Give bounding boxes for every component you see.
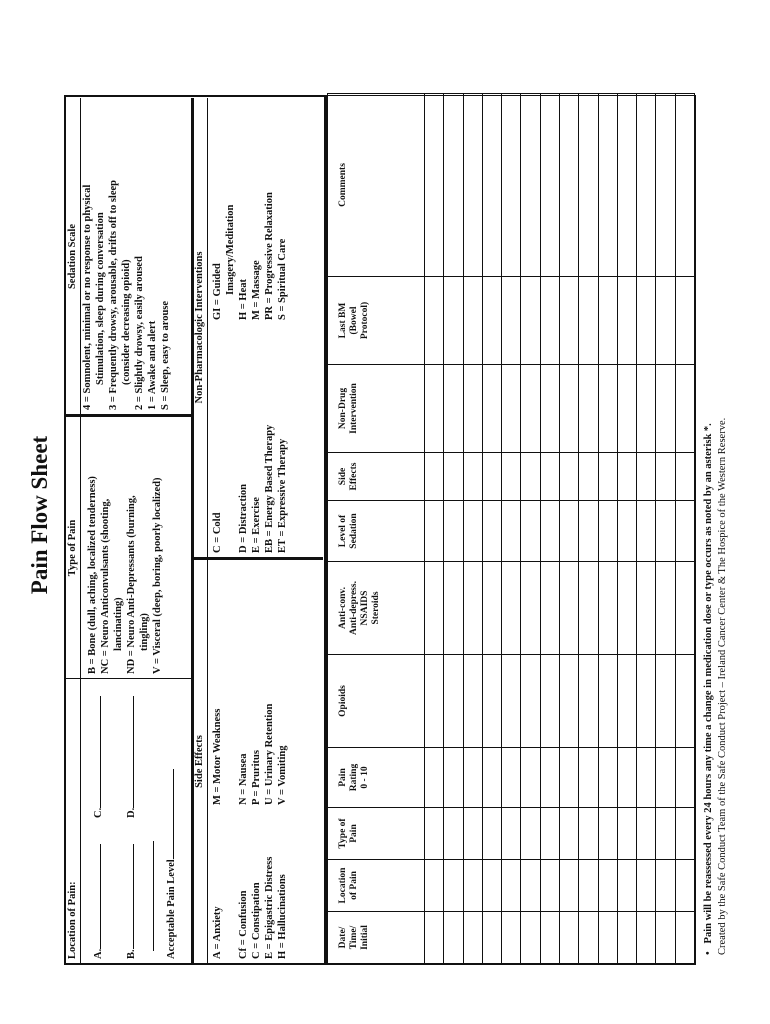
type-line: lancinating) [113, 597, 124, 651]
table-row [617, 94, 636, 964]
column-header-line: NSAIDS [360, 590, 370, 626]
non-pharm-item: D = Distraction [238, 484, 249, 553]
entry-cell[interactable] [444, 562, 463, 655]
entry-cell[interactable] [521, 365, 540, 453]
entry-cell[interactable] [559, 808, 578, 860]
entry-cell[interactable] [521, 501, 540, 562]
legend-vline [66, 678, 191, 679]
entry-cell[interactable] [637, 808, 656, 860]
entry-cell[interactable] [579, 860, 598, 912]
entry-cell[interactable] [502, 748, 521, 808]
sedation-line: 1 = Awake and alert [147, 320, 158, 410]
location-c[interactable] [93, 696, 104, 818]
entry-cell[interactable] [598, 655, 617, 748]
table-row [425, 94, 444, 964]
entry-cell[interactable] [502, 562, 521, 655]
location-a[interactable] [93, 844, 104, 959]
entry-cell[interactable] [559, 748, 578, 808]
legend-vline [191, 558, 323, 561]
entry-cell[interactable] [444, 808, 463, 860]
entry-cell[interactable] [521, 655, 540, 748]
entry-cell[interactable] [598, 748, 617, 808]
sedation-line: S = Sleep, easy to arouse [160, 300, 171, 410]
column-header-line: Opioids [338, 685, 348, 717]
column-header-line: 0 - 10 [360, 766, 370, 789]
entry-cell[interactable] [482, 655, 501, 748]
entry-cell[interactable] [675, 808, 694, 860]
side-effect-item: P = Pruritus [251, 750, 262, 805]
entry-cell[interactable] [482, 912, 501, 964]
non-pharm-header: Non-Pharmacologic Interventions [194, 251, 205, 404]
side-effect-item: N = Nausea [238, 753, 249, 805]
side-effect-item: A = Anxiety [212, 906, 223, 959]
pain-flow-sheet [25, 35, 735, 995]
column-header-line: Location [338, 867, 348, 904]
entry-cell[interactable] [425, 912, 444, 964]
column-header-line: Steroids [371, 591, 381, 625]
non-pharm-item: Imagery/Meditation [225, 204, 236, 295]
entry-cell[interactable] [463, 365, 482, 453]
entry-cell[interactable] [675, 860, 694, 912]
non-pharm-item: M = Massage [251, 260, 262, 320]
legend-box [64, 95, 326, 965]
entry-cell[interactable] [637, 365, 656, 453]
entry-cell[interactable] [540, 94, 559, 277]
non-pharm-item: EB = Energy Based Therapy [264, 424, 275, 553]
entry-cell[interactable] [675, 912, 694, 964]
entry-cell[interactable] [656, 860, 675, 912]
entry-cell[interactable] [444, 860, 463, 912]
entry-cell[interactable] [444, 748, 463, 808]
entry-cell[interactable] [444, 94, 463, 277]
entry-cell[interactable] [617, 562, 636, 655]
non-pharm-item: S = Spiritual Care [277, 238, 288, 320]
entry-cell[interactable] [444, 912, 463, 964]
location-c-label: C. [93, 807, 104, 818]
entry-cell[interactable] [675, 94, 694, 277]
column-header-line: Type of [338, 818, 348, 849]
entry-cell[interactable] [502, 501, 521, 562]
entry-cell[interactable] [521, 94, 540, 277]
entry-cell[interactable] [656, 655, 675, 748]
column-header [328, 501, 425, 562]
column-header-line: Time/ [349, 925, 359, 950]
entry-cell[interactable] [540, 655, 559, 748]
entry-cell[interactable] [425, 562, 444, 655]
entry-cell[interactable] [656, 808, 675, 860]
side-effect-item: H = Hallucinations [277, 874, 288, 959]
entry-cell[interactable] [559, 365, 578, 453]
entry-cell[interactable] [444, 277, 463, 365]
flow-table [327, 93, 695, 964]
table-row [559, 94, 578, 964]
column-header-line: Anti-depress. [349, 581, 359, 635]
table-row [675, 94, 694, 964]
side-effect-item: U = Urinary Retention [264, 703, 275, 805]
entry-cell[interactable] [540, 562, 559, 655]
column-header [328, 365, 425, 453]
flow-grid [326, 95, 696, 965]
entry-cell[interactable] [559, 453, 578, 501]
entry-cell[interactable] [637, 562, 656, 655]
entry-cell[interactable] [540, 501, 559, 562]
entry-cell[interactable] [482, 860, 501, 912]
column-header-line: Rating [349, 763, 359, 792]
table-header-row [328, 94, 425, 964]
entry-cell[interactable] [598, 562, 617, 655]
entry-cell[interactable] [598, 277, 617, 365]
table-row [482, 94, 501, 964]
entry-cell[interactable] [598, 912, 617, 964]
column-header [328, 912, 425, 964]
column-header-line: Pain [349, 824, 359, 843]
non-pharm-item: C = Cold [212, 512, 223, 553]
column-header-line: Pain [338, 768, 348, 787]
column-header [328, 860, 425, 912]
column-header-line: of Pain [349, 871, 359, 900]
location-d-label: D. [126, 807, 137, 818]
table-row [463, 94, 482, 964]
table-row [656, 94, 675, 964]
sedation-scale-header: Sedation Scale [67, 223, 78, 290]
sedation-line: 3 = Frequently drowsy, arousable, drifts off to sleep [108, 180, 119, 410]
entry-cell[interactable] [598, 365, 617, 453]
entry-cell[interactable] [521, 860, 540, 912]
entry-cell[interactable] [521, 562, 540, 655]
credit-line: Created by the Safe Conduct Team of the Safe Conduct Project – Ireland Cancer Center & The Hospice of the Western Reserve. [717, 417, 728, 955]
entry-cell[interactable] [559, 912, 578, 964]
acceptable-pain-level[interactable] [166, 769, 177, 959]
column-header-line: Side [338, 467, 348, 486]
entry-cell[interactable] [425, 808, 444, 860]
type-of-pain-header: Type of Pain [67, 519, 78, 577]
entry-cell[interactable] [559, 860, 578, 912]
entry-cell[interactable] [637, 501, 656, 562]
legend-vline [66, 415, 191, 418]
entry-cell[interactable] [521, 912, 540, 964]
entry-cell[interactable] [521, 808, 540, 860]
column-header-line: Protocol) [360, 301, 370, 340]
entry-cell[interactable] [637, 748, 656, 808]
entry-cell[interactable] [579, 655, 598, 748]
entry-cell[interactable] [482, 562, 501, 655]
entry-cell[interactable] [559, 277, 578, 365]
entry-cell[interactable] [463, 655, 482, 748]
entry-cell[interactable] [463, 912, 482, 964]
entry-cell[interactable] [598, 501, 617, 562]
sedation-line: (consider decreasing opioid) [121, 259, 132, 385]
entry-cell[interactable] [675, 562, 694, 655]
entry-cell[interactable] [482, 365, 501, 453]
entry-cell[interactable] [502, 860, 521, 912]
type-line: B = Bone (dull, aching, localized tenderness) [87, 476, 98, 674]
column-header-line: Comments [338, 163, 348, 207]
entry-cell[interactable] [675, 501, 694, 562]
sedation-line: Stimulation, sleep during conversation [95, 212, 106, 385]
type-line: tingling) [139, 613, 150, 651]
entry-cell[interactable] [579, 562, 598, 655]
entry-cell[interactable] [540, 912, 559, 964]
entry-cell[interactable] [425, 365, 444, 453]
column-header-line: Last BM [338, 302, 348, 339]
entry-cell[interactable] [617, 453, 636, 501]
entry-cell[interactable] [521, 453, 540, 501]
entry-cell[interactable] [463, 808, 482, 860]
entry-cell[interactable] [444, 655, 463, 748]
column-header-line: Non-Drug [338, 387, 348, 430]
entry-cell[interactable] [482, 277, 501, 365]
entry-cell[interactable] [463, 562, 482, 655]
entry-cell[interactable] [463, 94, 482, 277]
entry-cell[interactable] [617, 655, 636, 748]
table-row [579, 94, 598, 964]
entry-cell[interactable] [540, 808, 559, 860]
entry-cell[interactable] [425, 860, 444, 912]
entry-cell[interactable] [656, 501, 675, 562]
entry-cell[interactable] [617, 365, 636, 453]
non-pharm-item: H = Heat [238, 279, 249, 320]
side-effect-item: Cf = Confusion [238, 890, 249, 959]
location-extra-line[interactable] [146, 841, 157, 951]
entry-cell[interactable] [656, 365, 675, 453]
table-row [637, 94, 656, 964]
entry-cell[interactable] [444, 501, 463, 562]
entry-cell[interactable] [425, 501, 444, 562]
entry-cell[interactable] [637, 912, 656, 964]
location-b[interactable] [126, 844, 137, 959]
entry-cell[interactable] [463, 453, 482, 501]
entry-cell[interactable] [656, 94, 675, 277]
entry-cell[interactable] [425, 453, 444, 501]
header-rule [207, 98, 208, 963]
entry-cell[interactable] [502, 277, 521, 365]
entry-cell[interactable] [482, 748, 501, 808]
side-effects-header: Side Effects [194, 735, 205, 788]
location-b-label: B. [126, 949, 137, 959]
table-row [540, 94, 559, 964]
entry-cell[interactable] [502, 655, 521, 748]
column-header-line: Effects [349, 462, 359, 491]
entry-cell[interactable] [598, 860, 617, 912]
non-pharm-item: PR = Progressive Relaxation [264, 192, 275, 320]
entry-cell[interactable] [656, 912, 675, 964]
entry-cell[interactable] [463, 277, 482, 365]
entry-cell[interactable] [579, 365, 598, 453]
entry-cell[interactable] [482, 501, 501, 562]
entry-cell[interactable] [502, 808, 521, 860]
entry-cell[interactable] [656, 748, 675, 808]
entry-cell[interactable] [675, 365, 694, 453]
entry-cell[interactable] [502, 453, 521, 501]
entry-cell[interactable] [675, 655, 694, 748]
entry-cell[interactable] [502, 94, 521, 277]
column-header-line: Initial [360, 925, 370, 950]
column-header [328, 655, 425, 748]
side-effect-item: E = Epigastric Distress [264, 856, 275, 959]
entry-cell[interactable] [617, 277, 636, 365]
sedation-line: 4 = Somnolent, minimal or no response to physical [82, 184, 93, 410]
header-rule [80, 98, 81, 963]
table-row [502, 94, 521, 964]
entry-cell[interactable] [579, 501, 598, 562]
entry-cell[interactable] [637, 655, 656, 748]
entry-cell[interactable] [598, 94, 617, 277]
entry-cell[interactable] [675, 277, 694, 365]
entry-cell[interactable] [425, 277, 444, 365]
column-header [328, 808, 425, 860]
non-pharm-item: E = Exercise [251, 497, 262, 553]
entry-cell[interactable] [463, 748, 482, 808]
column-header [328, 562, 425, 655]
entry-cell[interactable] [502, 912, 521, 964]
entry-cell[interactable] [482, 453, 501, 501]
entry-cell[interactable] [463, 501, 482, 562]
entry-cell[interactable] [463, 860, 482, 912]
column-header-line: Anti-conv. [338, 587, 348, 629]
entry-cell[interactable] [559, 655, 578, 748]
location-header: Location of Pain: [67, 881, 78, 959]
entry-cell[interactable] [521, 748, 540, 808]
table-body [425, 94, 695, 964]
column-header [328, 453, 425, 501]
entry-cell[interactable] [540, 365, 559, 453]
entry-cell[interactable] [559, 562, 578, 655]
entry-cell[interactable] [425, 655, 444, 748]
entry-cell[interactable] [617, 912, 636, 964]
entry-cell[interactable] [579, 808, 598, 860]
entry-cell[interactable] [425, 94, 444, 277]
column-header [328, 748, 425, 808]
entry-cell[interactable] [656, 277, 675, 365]
entry-cell[interactable] [540, 277, 559, 365]
entry-cell[interactable] [675, 453, 694, 501]
reassess-note [703, 423, 714, 955]
column-header [328, 277, 425, 365]
entry-cell[interactable] [425, 748, 444, 808]
entry-cell[interactable] [521, 277, 540, 365]
entry-cell[interactable] [540, 860, 559, 912]
location-d[interactable] [126, 696, 137, 818]
entry-cell[interactable] [598, 808, 617, 860]
non-pharm-item: GI = Guided [212, 263, 223, 320]
entry-cell[interactable] [617, 748, 636, 808]
entry-cell[interactable] [637, 453, 656, 501]
entry-cell[interactable] [598, 453, 617, 501]
non-pharm-item: ET = Expressive Therapy [277, 438, 288, 553]
side-effect-item: C = Constipation [251, 882, 262, 959]
column-header-line: Level of [338, 514, 348, 548]
entry-cell[interactable] [482, 94, 501, 277]
entry-cell[interactable] [637, 277, 656, 365]
entry-cell[interactable] [617, 808, 636, 860]
entry-cell[interactable] [617, 860, 636, 912]
column-header [328, 94, 425, 277]
entry-cell[interactable] [540, 453, 559, 501]
entry-cell[interactable] [579, 94, 598, 277]
column-header-line: Intervention [349, 383, 359, 434]
side-effect-item: M = Motor Weakness [212, 708, 223, 805]
page-title: Pain Flow Sheet [27, 435, 52, 595]
side-effect-item: V = Vomiting [277, 745, 288, 805]
type-line: ND = Neuro Anti-Depressants (burning, [126, 495, 137, 674]
entry-cell[interactable] [502, 365, 521, 453]
entry-cell[interactable] [617, 501, 636, 562]
entry-cell[interactable] [559, 501, 578, 562]
table-row [598, 94, 617, 964]
entry-cell[interactable] [559, 94, 578, 277]
entry-cell[interactable] [617, 94, 636, 277]
column-header-line: Date/ [338, 926, 348, 949]
entry-cell[interactable] [579, 748, 598, 808]
column-header-line: (Bowel [349, 306, 359, 335]
sedation-line: 2 = Slightly drowsy, easily aroused [134, 256, 145, 410]
type-line: V = Visceral (deep, boring, poorly localized) [152, 477, 163, 674]
entry-cell[interactable] [675, 748, 694, 808]
location-a-label: A. [93, 948, 104, 959]
reassess-note-text: Pain will be reassessed every 24 hours any time a change in medication dose or type occurs as noted by an asterisk *. [703, 423, 714, 944]
entry-cell[interactable] [444, 453, 463, 501]
entry-cell[interactable] [637, 94, 656, 277]
entry-cell[interactable] [540, 748, 559, 808]
bullet-icon: • [703, 943, 714, 955]
type-line: NC = Neuro Anticonvulsants (shooting, [100, 498, 111, 674]
entry-cell[interactable] [579, 912, 598, 964]
table-row [521, 94, 540, 964]
acceptable-pain-label: Acceptable Pain Level [166, 859, 177, 959]
entry-cell[interactable] [579, 453, 598, 501]
entry-cell[interactable] [444, 365, 463, 453]
entry-cell[interactable] [579, 277, 598, 365]
entry-cell[interactable] [637, 860, 656, 912]
entry-cell[interactable] [656, 562, 675, 655]
entry-cell[interactable] [656, 453, 675, 501]
column-header-line: Sedation [349, 513, 359, 549]
entry-cell[interactable] [482, 808, 501, 860]
table-row [444, 94, 463, 964]
